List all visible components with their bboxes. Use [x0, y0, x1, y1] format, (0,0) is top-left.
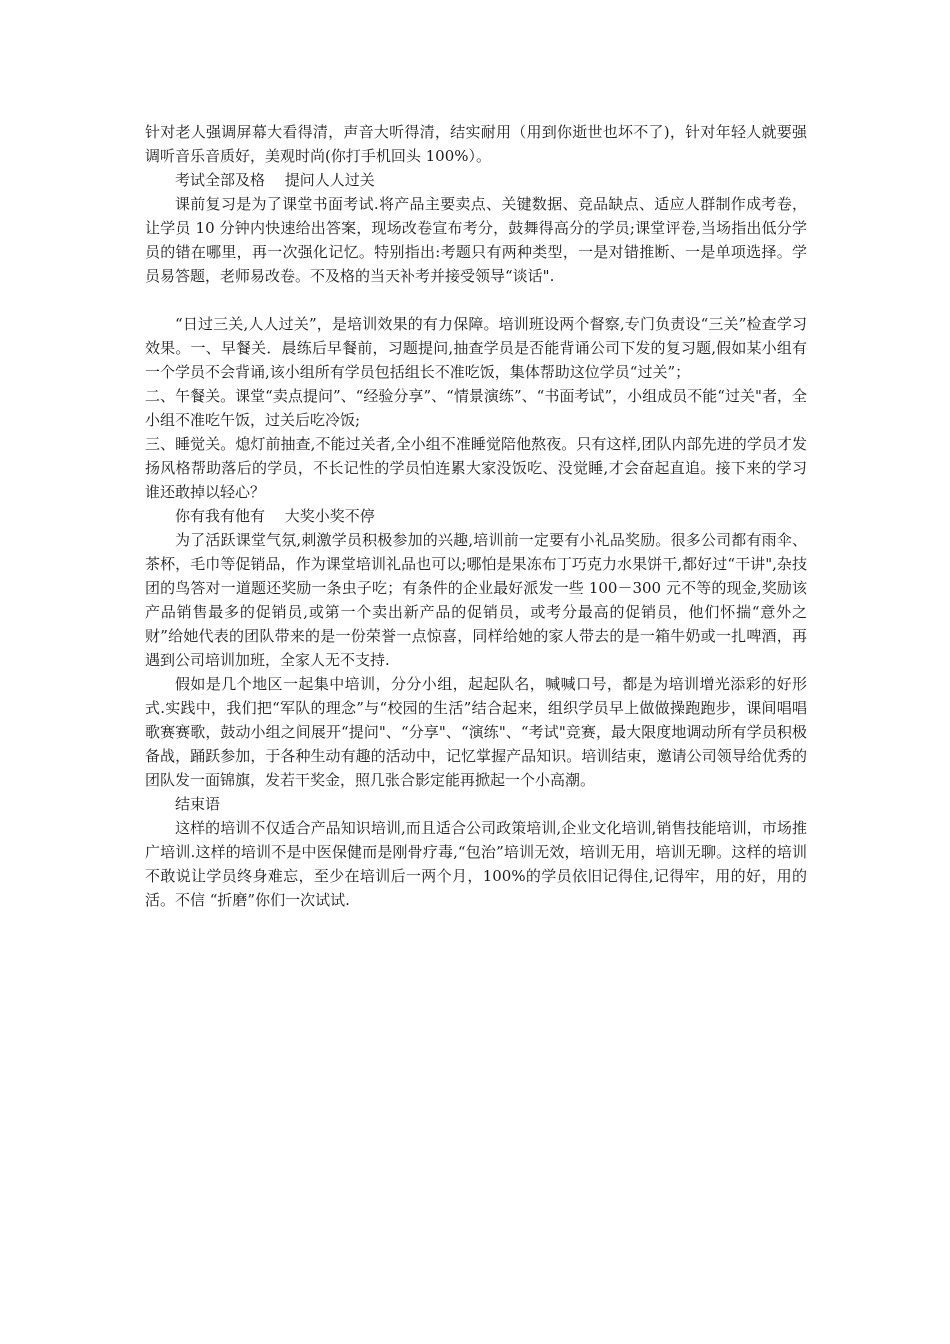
paragraph-product-audience: 针对老人强调屏幕大看得清，声音大听得清，结实耐用（用到你逝世也坏不了)，针对年轻人就要强调听音乐音质好，美观时尚(你打手机回头 100%）。: [145, 123, 807, 165]
paragraph-conclusion: 这样的培训不仅适合产品知识培训,而且适合公司政策培训,企业文化培训,销售技能培训，市场推广培训.这样的培训不是中医保健而是刚骨疗毒,“包治”培训无效，培训无用，培训无聊。这样的培训不敢说让学员终身难忘，至少在培训后一两个月，100%的学员依旧记得住,记得牢，用的好，用的活。不信 “折磨”你们一次试试.: [145, 819, 807, 909]
section-heading-conclusion: 结束语: [175, 795, 221, 813]
paragraph-lunch-check: 二、午餐关。课堂“卖点提问”、“经验分享”、“情景演练”、“书面考试”，小组成员不能“过关"者，全小组不准吃午饭，过关后吃冷饭;: [145, 387, 807, 429]
paragraph-group-training: 假如是几个地区一起集中培训，分分小组，起起队名，喊喊口号，都是为培训增光添彩的好形式.实践中，我们把“军队的理念”与“校园的生活”结合起来，组织学员早上做做操跑跑步，课间唱唱歌赛赛歌，鼓动小组之间展开“提问"、“分享"、“演练"、“考试"竞赛，最大限度地调动所有学员积极备战，踊跃参加，于各种生动有趣的活动中，记忆掌握产品知识。培训结束，邀请公司领导给优秀的团队发一面锦旗，发若干奖金，照几张合影定能再掀起一个小高潮。: [145, 675, 807, 789]
paragraph-three-checks: “日过三关,人人过关”，是培训效果的有力保障。培训班设两个督察,专门负责设“三关”检查学习效果。一、早餐关．晨练后早餐前，习题提问,抽查学员是否能背诵公司下发的复习题,假如某小组有一个学员不会背诵,该小组所有学员包括组长不准吃饭，集体帮助这位学员“过关”；: [145, 315, 807, 381]
paragraph-sleep-check: 三、睡觉关。熄灯前抽查,不能过关者,全小组不准睡觉陪他熬夜。只有这样,团队内部先进的学员才发扬风格帮助落后的学员，不长记性的学员怕连累大家没饭吃、没觉睡,才会奋起直追。接下来的学习谁还敢掉以轻心？: [145, 435, 807, 501]
document-body: [145, 120, 807, 912]
section-heading-prizes: 你有我有他有 大奖小奖不停: [175, 507, 375, 525]
paragraph-spacer: [145, 288, 807, 312]
paragraph-gift-rewards: 为了活跃课堂气氛,刺激学员积极参加的兴趣,培训前一定要有小礼品奖励。很多公司都有雨伞、茶杯，毛巾等促销品，作为课堂培训礼品也可以;哪怕是果冻布丁巧克力水果饼干,都好过“干讲",杂技团的鸟答对一道题还奖励一条虫子吃；有条件的企业最好派发一些 100－300 元不等的现金,奖励该产品销售最多的促销员,或第一个卖出新产品的促销员，或考分最高的促销员，他们怀揣“意外之财”给她代表的团队带来的是一份荣誉一点惊喜，同样给她的家人带去的是一箱牛奶或一扎啤酒，再遇到公司培训加班，全家人无不支持.: [145, 531, 807, 669]
paragraph-review-exam: 课前复习是为了课堂书面考试.将产品主要卖点、关键数据、竞品缺点、适应人群制作成考卷，让学员 10 分钟内快速给出答案，现场改卷宣布考分，鼓舞得高分的学员;课堂评卷,当场指出低分学员的错在哪里，再一次强化记忆。特别指出:考题只有两种类型，一是对错推断、一是单项选择。学员易答题，老师易改卷。不及格的当天补考并接受领导“谈话".: [145, 195, 807, 285]
section-heading-exam: 考试全部及格 提问人人过关: [175, 171, 375, 189]
